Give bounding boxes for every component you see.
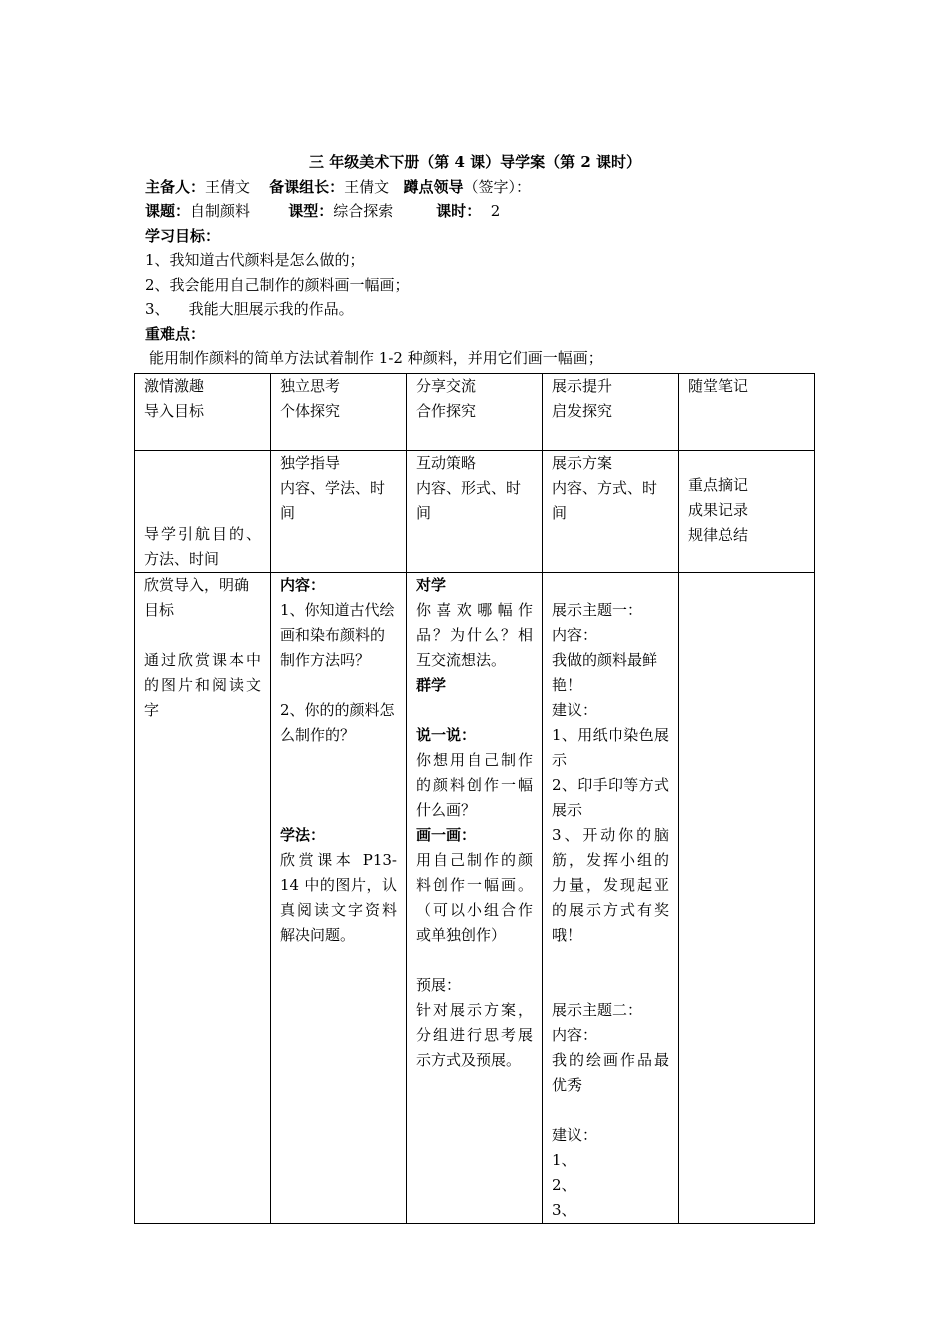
leader-value: （签字）： [463,178,532,196]
suggest-label: 建议： [552,701,598,719]
goals-heading: 学习目标： [145,227,221,245]
table-cell [543,573,679,1224]
topic-label: 课题 [145,202,176,220]
suggest-2-label: 建议： [552,1126,598,1144]
suggestion-item: 1、用纸巾染色展示 [552,726,669,769]
key-points-text: 能用制作颜料的简单方法试着制作 1-2 种颜料，并用它们画一幅画； [149,349,603,367]
theme-1-text: 我做的颜料最鲜艳！ [552,651,658,694]
goal-item: 3、 我能大胆展示我的作品。 [145,300,354,318]
question-2: 2、你的的颜料怎么制作的？ [280,701,395,744]
table-cell: 独学指导 内容、学法、时间 [271,451,407,573]
table-content-row [135,573,815,1224]
draw-text: 用自己制作的颜料创作一幅画。（可以小组合作或单独创作） [416,851,533,944]
goal-item: 2、我会能用自己制作的颜料画一幅画； [145,276,410,294]
table-cell [407,573,543,1224]
table-cell: 展示方案 内容、方式、时间 [543,451,679,573]
theme-2-label: 展示主题二： [552,1001,643,1019]
suggestion-item: 3、开动你的脑筋，发挥小组的力量，发现起亚的展示方式有奖哦！ [552,826,669,944]
type-label: 课型 [288,202,319,220]
pair-study-label: 对学 [416,576,447,594]
theme-2-content-label: 内容： [552,1026,598,1044]
table-cell: 激情激趣 导入目标 [135,374,271,451]
table-cell [271,573,407,1224]
preparer-value: 王倩文 [205,178,251,196]
content-label: 内容： [280,576,326,594]
suggestion-item: 2、印手印等方式展示 [552,776,669,819]
key-points-heading: 重难点： [145,325,206,343]
table-cell: 分享交流 合作探究 [407,374,543,451]
suggestion-item: 2、 [552,1176,577,1194]
method-label: 学法： [280,826,326,844]
study-plan-table [134,373,815,1224]
preparer-label: 主备人 [145,178,191,196]
say-text: 你想用自己制作的颜料创作一幅什么画？ [416,751,533,819]
say-label: 说一说： [416,726,477,744]
table-cell: 随堂笔记 [679,374,815,451]
table-cell: 重点摘记 成果记录 规律总结 [679,451,815,573]
draw-label: 画一画： [416,826,477,844]
pair-study-text: 你喜欢哪幅作品？为什么？相互交流想法。 [416,601,533,669]
lesson-info-line: 课题：自制颜料 课型：综合探索 课时： 2 [145,202,501,220]
intro-text: 欣赏导入，明确目标 [144,576,250,619]
table-cell: 互动策略 内容、形式、时间 [407,451,543,573]
question-1: 1、你知道古代绘画和染布颜料的制作方法吗？ [280,601,395,669]
table-cell [679,573,815,1224]
group-leader-label: 备课组长 [269,178,330,196]
table-cell: 导学引航目的、方法、时间 [135,451,271,573]
table-cell [135,573,271,1224]
goal-item: 1、我知道古代颜料是怎么做的； [145,251,365,269]
intro-method: 通过欣赏课本中的图片和阅读文字 [144,651,261,719]
leader-label: 蹲点领导 [403,178,464,196]
header-info-line: 主备人：王倩文 备课组长：王倩文 蹲点领导（签字）： [145,178,532,196]
table-cell: 独立思考 个体探究 [271,374,407,451]
group-study-label: 群学 [416,676,447,694]
theme-1-label: 展示主题一： [552,601,643,619]
preview-text: 针对展示方案，分组进行思考展示方式及预展。 [416,1001,533,1069]
suggestion-item: 1、 [552,1151,577,1169]
suggestion-item: 3、 [552,1201,577,1219]
theme-1-content-label: 内容： [552,626,598,644]
topic-value: 自制颜料 [190,202,251,220]
hours-label: 课时 [436,202,467,220]
table-cell: 展示提升 启发探究 [543,374,679,451]
method-text: 欣赏课本 P13-14 中的图片，认真阅读文字资料解决问题。 [280,851,397,944]
page-title: 三 年级美术下册（第 4 课）导学案（第 2 课时） [309,153,641,171]
type-value: 综合探索 [333,202,394,220]
group-leader-value: 王倩文 [344,178,390,196]
table-header-row [135,374,815,451]
table-guide-row [135,451,815,573]
preview-label: 预展： [416,976,462,994]
theme-2-text: 我的绘画作品最优秀 [552,1051,669,1094]
hours-value: 2 [490,202,501,220]
